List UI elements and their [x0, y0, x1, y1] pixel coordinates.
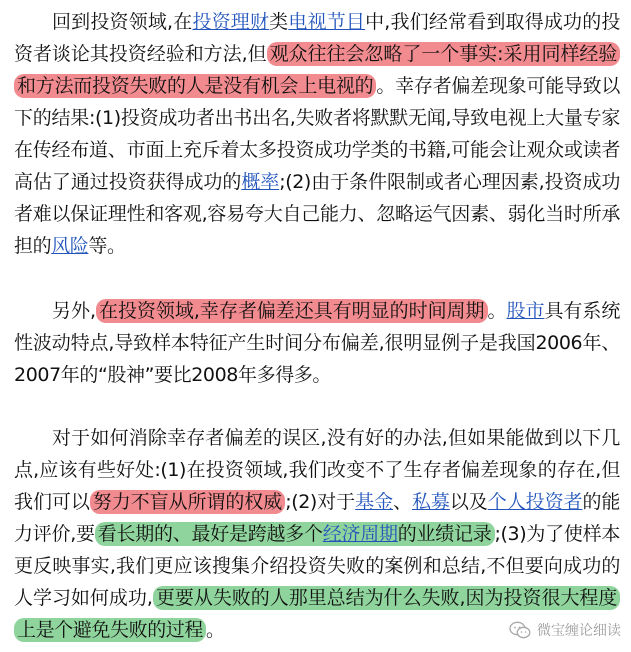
- text: ;(2)对于: [285, 491, 356, 513]
- link-funds[interactable]: 基金: [355, 491, 394, 513]
- paragraph-time-cycle: [14, 295, 620, 391]
- text: 中,我们经常看到取得成功的投资者谈论其投资经验和方法,但: [14, 11, 621, 65]
- highlight-learn-from-failure: 更要从失败的人那里总结为什么失败,因为投资很大程度上是个避免失败的过程: [14, 586, 620, 642]
- text: 。: [487, 300, 507, 322]
- text: 对于如何消除幸存者偏差的误区,没有好的办法,但如果能做到以下几点,应该有些好处:(1)在投资领域,我们改变不了生存者偏差现象的存在,但我们可以: [14, 427, 620, 513]
- text: 的能力评价,要: [14, 491, 621, 545]
- wechat-icon: [509, 621, 531, 639]
- text: 回到投资领域,在: [52, 11, 193, 33]
- highlight-overlooked-fact: 观众往往会忽略了一个事实:采用同样经验和方法而投资失败的人是没有机会上电视的: [14, 42, 620, 98]
- link-tv-programs[interactable]: 电视节目: [288, 11, 366, 33]
- watermark: [509, 620, 621, 640]
- highlight-long-term-record: [95, 522, 495, 546]
- text: 另外,: [52, 300, 96, 322]
- text: 。幸存者偏差现象可能导致以下的结果:(1)投资成功者出书出名,失败者将默默无闻,导致电视上大量专家在传经布道、市面上充斥着太多投资成功学类的书籍,可能会让观众或读者高估了通过投资获得成功的: [14, 75, 620, 193]
- text: 具有系统性波动特点,导致样本特征产生时间分布偏差,很明显例子是我国2006年、2007年的“股神”要比2008年多得多。: [14, 300, 620, 386]
- highlight-not-follow-authority: 努力不盲从所谓的权威: [90, 490, 285, 514]
- paragraph-survivor-bias-results: [14, 6, 620, 262]
- text: ;(3)为了使样本更反映事实,我们更应该搜集介绍投资失败的案例和总结,不但要向成功的人学习如何成功,: [14, 523, 621, 609]
- link-probability[interactable]: 概率: [241, 171, 280, 193]
- text: 类: [269, 11, 289, 33]
- text: 看长期的、最好是跨越多个: [97, 523, 323, 545]
- link-individual-investors[interactable]: 个人投资者: [487, 491, 583, 513]
- link-investment-finance[interactable]: 投资理财: [192, 11, 270, 33]
- text: 等。: [88, 235, 126, 257]
- paragraph-remedies: [14, 422, 620, 646]
- text: 、: [393, 491, 412, 513]
- link-economic-cycle[interactable]: 经济周期: [322, 523, 398, 545]
- text: ;(2)由于条件限制或者心理因素,投资成功者难以保证理性和客观,容易夸大自己能力、忽略运气因素、弱化当时所承担的: [14, 171, 621, 257]
- watermark-text: 微宝缠论细读: [537, 623, 621, 639]
- text: 的业绩记录: [397, 523, 492, 545]
- link-risk[interactable]: 风险: [51, 235, 89, 257]
- highlight-time-cycle: 在投资领域,幸存者偏差还具有明显的时间周期: [96, 299, 488, 323]
- link-private-equity[interactable]: 私募: [411, 491, 450, 513]
- text: 以及: [449, 491, 488, 513]
- text: 。: [206, 619, 225, 641]
- link-stock-market[interactable]: 股市: [506, 300, 545, 322]
